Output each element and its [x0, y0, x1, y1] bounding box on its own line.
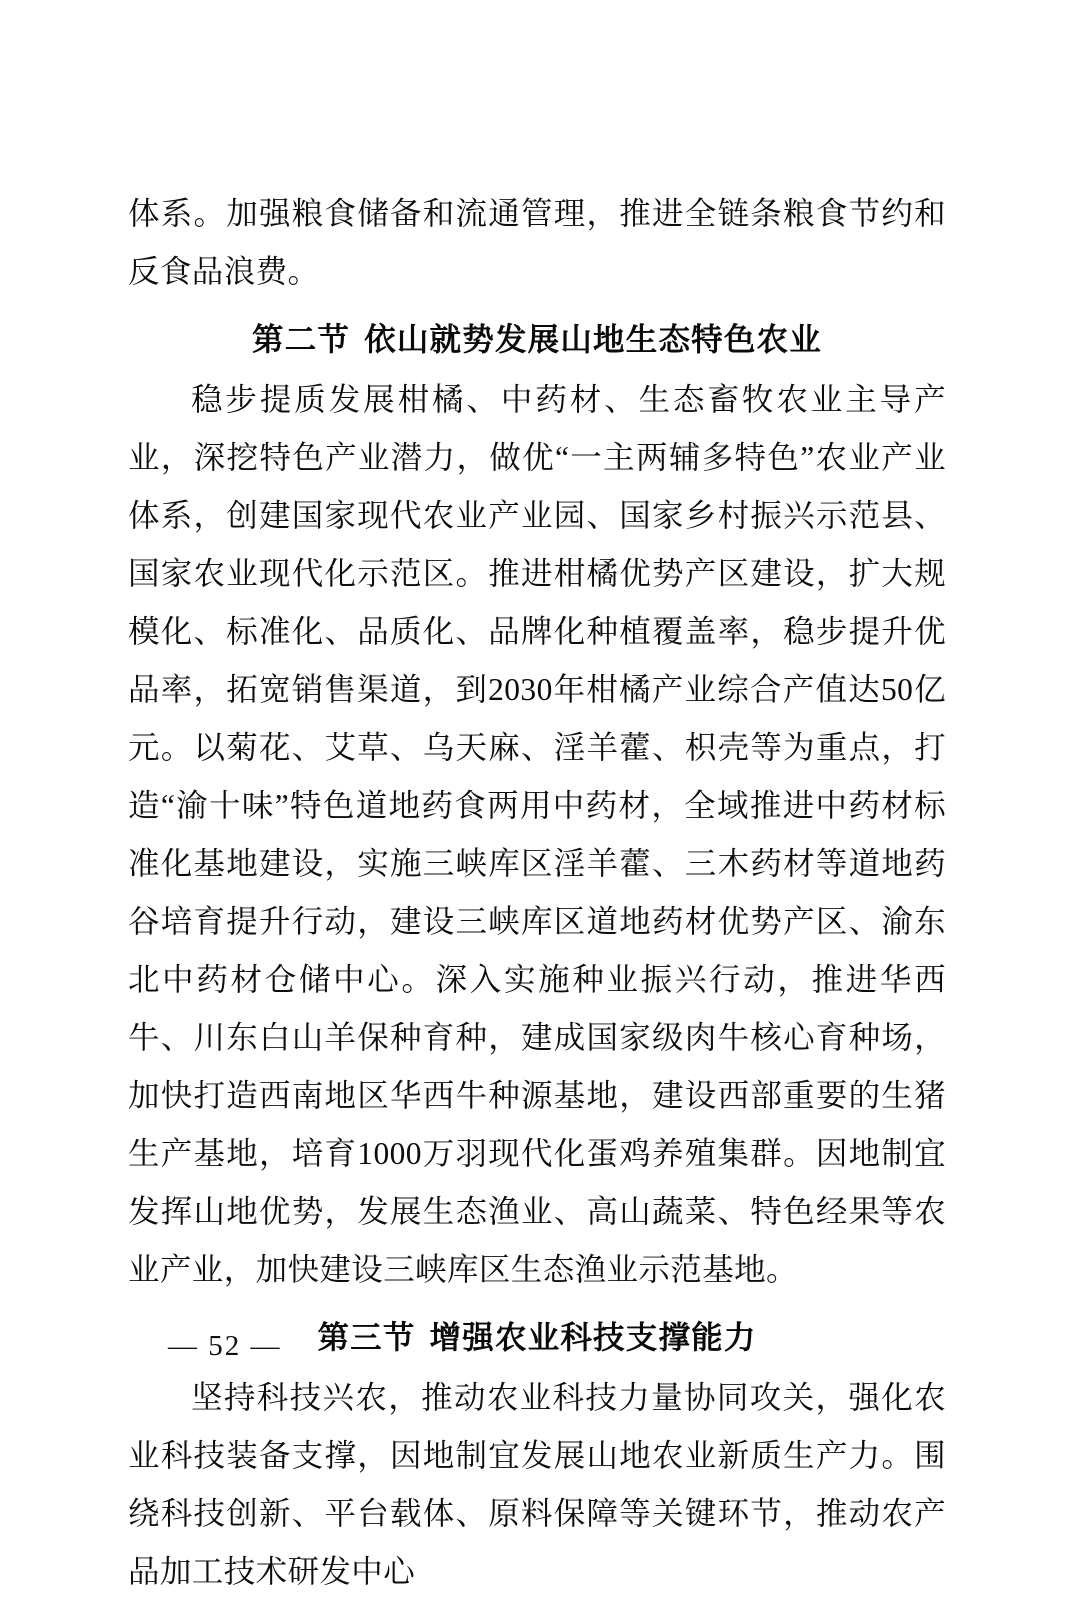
paragraph-continuation: 体系。加强粮食储备和流通管理，推进全链条粮食节约和反食品浪费。: [128, 196, 946, 289]
paragraph-section-2-body: 稳步提质发展柑橘、中药材、生态畜牧农业主导产业，深挖特色产业潜力，做优“一主两辅多特色”农业产业体系，创建国家现代农业产业园、国家乡村振兴示范县、国家农业现代化示范区。推进柑橘优势产区建设，扩大规模化、标准化、品质化、品牌化种植覆盖率，稳步提升优品率，拓宽销售渠道，到2030年柑橘产业综合产值达50亿元。以菊花、艾草、乌天麻、淫羊藿、枳壳等为重点，打造“渝十味”特色道地药食两用中药材，全域推进中药材标准化基地建设，实施三峡库区淫羊藿、三木药材等道地药谷培育提升行动，建设三峡库区道地药材优势产区、渝东北中药材仓储中心。深入实施种业振兴行动，推进华西牛、川东白山羊保种育种，建成国家级肉牛核心育种场，加快打造西南地区华西牛种源基地，建设西部重要的生猪生产基地，培育1000万羽现代化蛋鸡养殖集群。因地制宜发挥山地优势，发展生态渔业、高山蔬菜、特色经果等农业产业，加快建设三峡库区生态渔业示范基地。: [128, 382, 946, 1287]
section-number: 第三节: [317, 1320, 416, 1355]
section-number: 第二节: [252, 322, 351, 357]
page-number: — 52 —: [168, 1330, 282, 1362]
section-heading-2: [128, 311, 946, 369]
section-title: 依山就势发展山地生态特色农业: [364, 322, 822, 357]
paragraph-section-3-body: 坚持科技兴农，推动农业科技力量协同攻关，强化农业科技装备支撑，因地制宜发展山地农业新质生产力。围绕科技创新、平台载体、原料保障等关键环节，推动农产品加工技术研发中心: [128, 1380, 946, 1589]
section-title: 增强农业科技支撑能力: [429, 1320, 757, 1355]
